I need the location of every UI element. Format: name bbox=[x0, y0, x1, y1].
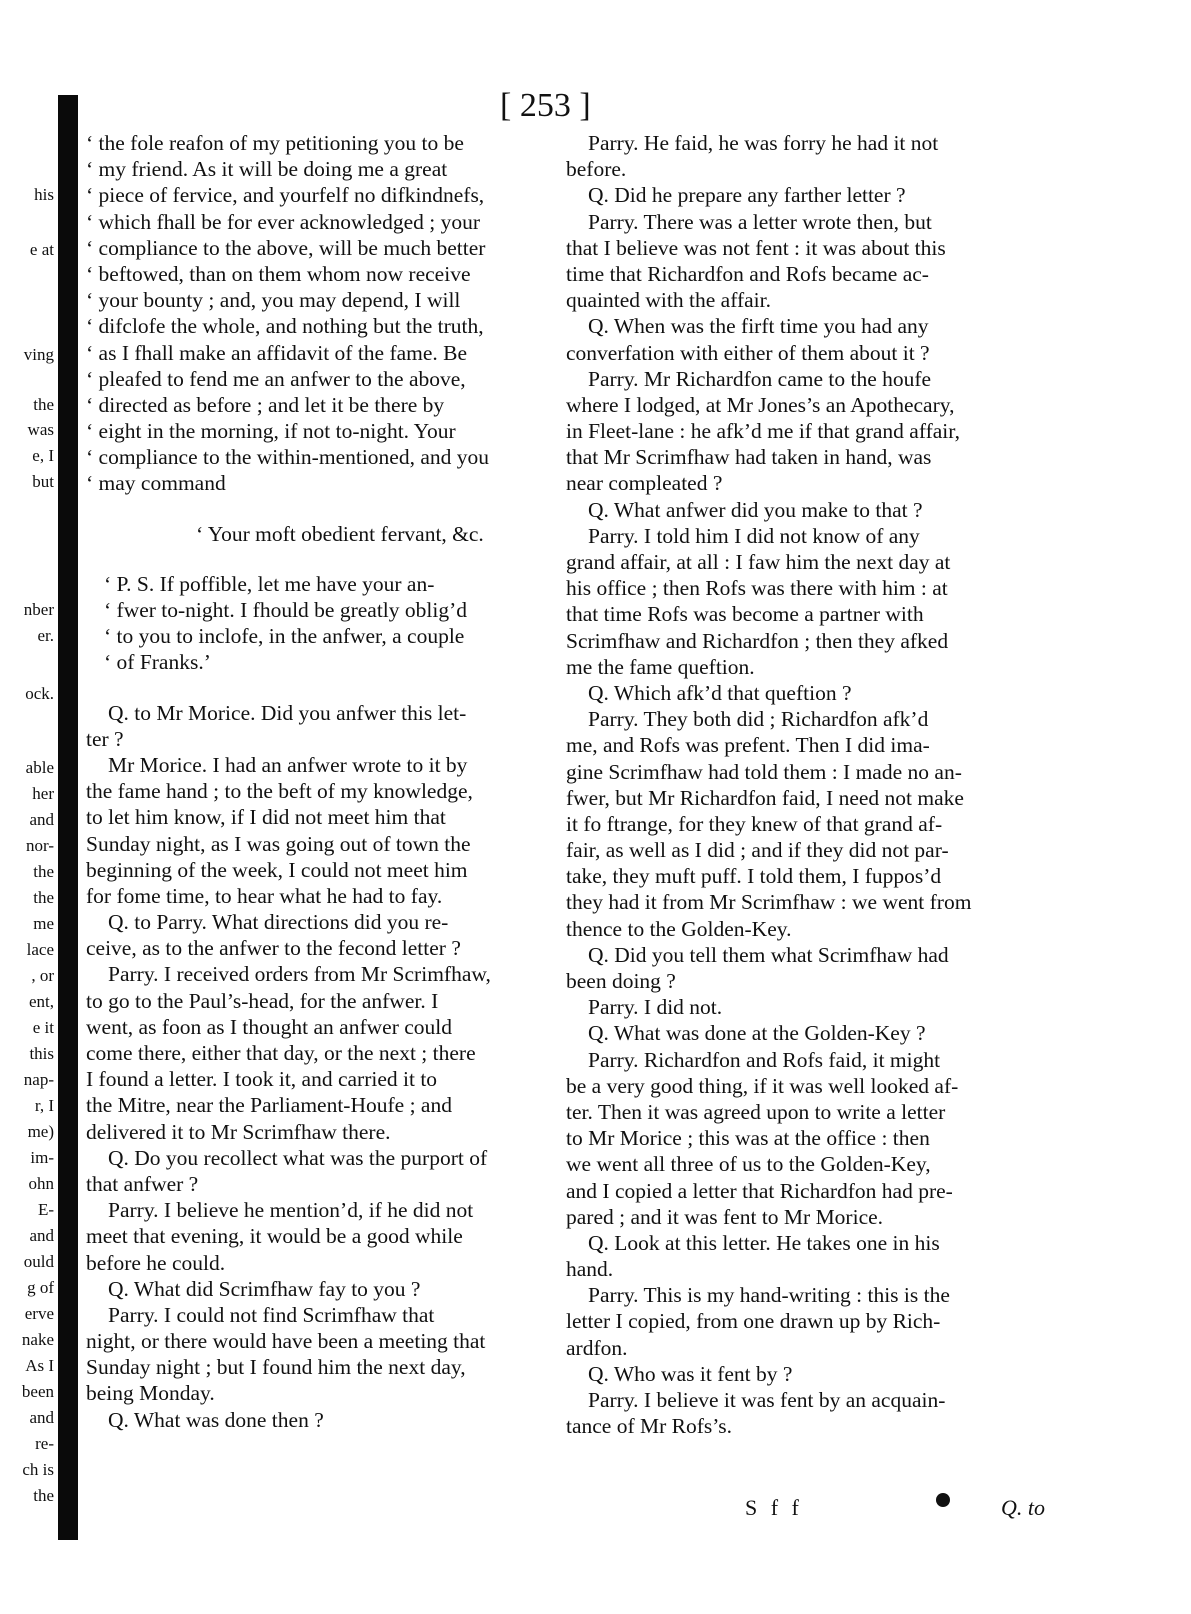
gutter-fragment: nber bbox=[23, 600, 54, 619]
gutter-fragment: e at bbox=[29, 240, 54, 259]
gutter-fragment: ould bbox=[23, 1252, 54, 1271]
text-line: the fame hand ; to the beft of my knowledge, bbox=[86, 779, 473, 804]
gutter-fragment: me) bbox=[27, 1122, 54, 1141]
text-line: Parry. They both did ; Richardfon afk’d bbox=[588, 707, 929, 732]
text-line: Parry. Mr Richardfon came to the houfe bbox=[588, 366, 932, 391]
text-line: near compleated ? bbox=[566, 471, 723, 496]
text-line: Parry. Richardfon and Rofs faid, it might bbox=[588, 1047, 941, 1072]
gutter-fragment: ving bbox=[23, 345, 54, 364]
text-line: pared ; and it was fent to Mr Morice. bbox=[566, 1204, 884, 1229]
text-line: Parry. He faid, he was forry he had it not bbox=[588, 131, 939, 155]
text-line: converfation with either of them about it ? bbox=[566, 340, 930, 365]
text-line: that time Rofs was become a partner with bbox=[566, 602, 924, 627]
text-line: Parry. This is my hand-writing : this is the bbox=[588, 1283, 950, 1308]
text-line: Q. Who was it fent by ? bbox=[588, 1361, 793, 1386]
gutter-fragment: the bbox=[33, 888, 54, 907]
text-line: ‘ directed as before ; and let it be there by bbox=[86, 392, 445, 417]
text-line: fwer, but Mr Richardfon faid, I need not make bbox=[566, 785, 964, 810]
text-line: ter ? bbox=[86, 726, 124, 751]
text-line: meet that evening, it would be a good while bbox=[86, 1224, 463, 1249]
text-line: that I believe was not fent : it was about this bbox=[566, 235, 946, 260]
text-line: Mr Morice. I had an anfwer wrote to it by bbox=[108, 752, 468, 777]
text-line: they had it from Mr Scrimfhaw : we went from bbox=[566, 890, 972, 915]
text-line: ‘ may command bbox=[86, 471, 226, 496]
text-line: Parry. I did not. bbox=[588, 995, 723, 1020]
gutter-fragment: , or bbox=[31, 966, 54, 985]
text-line: to Mr Morice ; this was at the office : then bbox=[566, 1126, 930, 1151]
text-line: ‘ P. S. If poffible, let me have your an- bbox=[104, 571, 435, 596]
text-line: I found a letter. I took it, and carried it to bbox=[86, 1067, 438, 1092]
text-line: ‘ fwer to-night. I fhould be greatly oblig’d bbox=[104, 598, 468, 622]
text-line: ‘ the fole reafon of my petitioning you to be bbox=[86, 131, 464, 155]
text-line: ‘ difclofe the whole, and nothing but the truth, bbox=[86, 314, 484, 339]
text-line: it fo ftrange, for they knew of that grand af- bbox=[566, 811, 943, 836]
text-line: Q. Look at this letter. He takes one in his bbox=[588, 1230, 940, 1255]
letter-closing: ‘ Your moft obedient fervant, &c. bbox=[196, 521, 484, 546]
text-line: ‘ of Franks.’ bbox=[104, 650, 211, 675]
gutter-fragment: lace bbox=[26, 940, 54, 959]
text-line: Sunday night, as I was going out of town the bbox=[86, 831, 471, 856]
page-number: [ 253 ] bbox=[500, 87, 591, 124]
facing-page-gutter-fragments bbox=[0, 0, 56, 1614]
text-line: before. bbox=[566, 157, 627, 182]
gutter-fragment: ohn bbox=[28, 1174, 54, 1193]
text-line: that anfwer ? bbox=[86, 1171, 199, 1196]
text-line: delivered it to Mr Scrimfhaw there. bbox=[86, 1119, 391, 1144]
text-line: Parry. I believe it was fent by an acquain- bbox=[588, 1388, 946, 1412]
gutter-fragment: e, I bbox=[32, 446, 54, 465]
gutter-fragment: been bbox=[21, 1382, 54, 1401]
postscript bbox=[86, 571, 548, 676]
text-line: ‘ compliance to the within-mentioned, and you bbox=[86, 445, 490, 470]
text-line: me, and Rofs was prefent. Then I did ima- bbox=[566, 733, 930, 758]
binding-shadow bbox=[58, 95, 78, 1540]
gutter-fragment: er. bbox=[37, 626, 54, 645]
text-line: ‘ as I fhall make an affidavit of the fame. Be bbox=[86, 340, 468, 365]
text-line: Q. What was done then ? bbox=[108, 1407, 324, 1432]
text-line: ceive, as to the anfwer to the fecond letter ? bbox=[86, 936, 461, 961]
text-line: where I lodged, at Mr Jones’s an Apothecary, bbox=[566, 392, 955, 417]
gutter-fragment: was bbox=[27, 420, 54, 439]
spacer bbox=[86, 497, 548, 521]
text-line: Q. Do you recollect what was the purport of bbox=[108, 1145, 488, 1170]
gutter-fragment: im- bbox=[30, 1148, 54, 1167]
text-line: that Mr Scrimfhaw had taken in hand, was bbox=[566, 445, 932, 470]
text-line: the Mitre, near the Parliament-Houfe ; and bbox=[86, 1093, 452, 1118]
text-line: ‘ piece of fervice, and yourfelf no difkindnefs, bbox=[86, 183, 485, 208]
gutter-fragment: me bbox=[33, 914, 54, 933]
text-line: Q. to Mr Morice. Did you anfwer this let- bbox=[108, 700, 467, 725]
text-line: letter I copied, from one drawn up by Rich- bbox=[566, 1309, 941, 1334]
letter-text bbox=[86, 130, 548, 497]
text-line: ‘ beftowed, than on them whom now receive bbox=[86, 261, 471, 286]
text-line: ‘ my friend. As it will be doing me a great bbox=[86, 157, 448, 182]
text-line: to go to the Paul’s-head, for the anfwer. I bbox=[86, 988, 439, 1013]
text-line: went, as foon as I thought an anfwer could bbox=[86, 1014, 452, 1039]
right-column bbox=[566, 130, 1050, 1439]
text-line: be a very good thing, if it was well looked af- bbox=[566, 1073, 959, 1098]
text-line: Q. When was the firft time you had any bbox=[588, 314, 929, 339]
text-line: ‘ eight in the morning, if not to-night. Your bbox=[86, 419, 456, 444]
text-line: Parry. There was a letter wrote then, but bbox=[588, 209, 932, 234]
text-line: ‘ compliance to the above, will be much better bbox=[86, 235, 486, 260]
gutter-fragment: As I bbox=[25, 1356, 54, 1375]
gutter-fragment: r, I bbox=[34, 1096, 54, 1115]
text-line: ter. Then it was agreed upon to write a letter bbox=[566, 1099, 946, 1124]
text-line: ‘ to you to inclofe, in the anfwer, a couple bbox=[104, 624, 465, 649]
text-line: hand. bbox=[566, 1257, 614, 1282]
signature-mark: S f f bbox=[745, 1495, 803, 1520]
text-line: Q. What anfwer did you make to that ? bbox=[588, 497, 923, 522]
text-line: Q. What did Scrimfhaw fay to you ? bbox=[108, 1276, 421, 1301]
gutter-fragment: nake bbox=[21, 1330, 54, 1349]
gutter-fragment: and bbox=[29, 1226, 54, 1245]
gutter-fragment: nap- bbox=[23, 1070, 54, 1089]
gutter-fragment: E- bbox=[37, 1200, 54, 1219]
gutter-fragment: the bbox=[33, 1486, 54, 1505]
text-line: Q. Which afk’d that queftion ? bbox=[588, 680, 852, 705]
left-column bbox=[86, 130, 548, 1433]
gutter-fragment: g of bbox=[27, 1278, 54, 1297]
text-line: to let him know, if I did not meet him that bbox=[86, 805, 446, 830]
text-line: Q. Did he prepare any farther letter ? bbox=[588, 183, 906, 208]
gutter-fragment: her bbox=[32, 784, 54, 803]
text-line: take, they muft puff. I told them, I fuppos’d bbox=[566, 864, 942, 889]
text-line: ‘ your bounty ; and, you may depend, I will bbox=[86, 288, 461, 313]
gutter-fragment: and bbox=[29, 810, 54, 829]
gutter-fragment: erve bbox=[24, 1304, 54, 1323]
text-line: thence to the Golden-Key. bbox=[566, 916, 792, 941]
text-line: time that Richardfon and Rofs became ac- bbox=[566, 261, 929, 286]
text-line: me the fame queftion. bbox=[566, 654, 755, 679]
text-line: his office ; then Rofs was there with him : at bbox=[566, 576, 948, 601]
text-line: in Fleet-lane : he afk’d me if that grand affair, bbox=[566, 419, 960, 444]
text-line: quainted with the affair. bbox=[566, 288, 771, 313]
text-line: and I copied a letter that Richardfon had pre- bbox=[566, 1178, 953, 1203]
text-line: beginning of the week, I could not meet him bbox=[86, 857, 468, 882]
gutter-fragment: able bbox=[25, 758, 54, 777]
text-line: for fome time, to hear what he had to fay. bbox=[86, 883, 443, 908]
gutter-fragment: the bbox=[33, 395, 54, 414]
text-line: grand affair, at all : I faw him the next day at bbox=[566, 550, 951, 574]
spacer bbox=[86, 547, 548, 571]
left-testimony bbox=[86, 700, 548, 1433]
text-line: tance of Mr Rofs’s. bbox=[566, 1414, 732, 1439]
gutter-fragment: ent, bbox=[28, 992, 54, 1011]
ink-blot bbox=[936, 1493, 950, 1507]
text-line: night, or there would have been a meeting that bbox=[86, 1329, 486, 1354]
right-testimony bbox=[566, 130, 1050, 1439]
text-line: Q. to Parry. What directions did you re- bbox=[108, 910, 449, 935]
gutter-fragment: this bbox=[29, 1044, 54, 1063]
text-line: before he could. bbox=[86, 1250, 226, 1275]
gutter-fragment: but bbox=[32, 472, 54, 491]
text-line: Parry. I received orders from Mr Scrimfhaw, bbox=[108, 962, 491, 987]
text-line: ‘ which fhall be for ever acknowledged ; your bbox=[86, 209, 481, 234]
gutter-fragment: nor- bbox=[26, 836, 54, 855]
gutter-fragment: re- bbox=[35, 1434, 54, 1453]
gutter-fragment: e it bbox=[32, 1018, 54, 1037]
text-line: Q. Did you tell them what Scrimfhaw had bbox=[588, 942, 949, 967]
text-line: Scrimfhaw and Richardfon ; then they afked bbox=[566, 628, 949, 653]
text-line: we went all three of us to the Golden-Key, bbox=[566, 1152, 931, 1177]
text-line: come there, either that day, or the next ; there bbox=[86, 1041, 476, 1065]
text-line: gine Scrimfhaw had told them : I made no an- bbox=[566, 759, 962, 784]
catchword: Q. to bbox=[1001, 1495, 1045, 1520]
text-line: Parry. I could not find Scrimfhaw that bbox=[108, 1302, 435, 1327]
text-line: Parry. I told him I did not know of any bbox=[588, 523, 920, 548]
gutter-fragment: and bbox=[29, 1408, 54, 1427]
text-line: Q. What was done at the Golden-Key ? bbox=[588, 1021, 926, 1046]
gutter-fragment: the bbox=[33, 862, 54, 881]
text-line: ardfon. bbox=[566, 1335, 628, 1360]
text-line: been doing ? bbox=[566, 969, 676, 993]
text-line: ‘ pleafed to fend me an anfwer to the above, bbox=[86, 366, 466, 391]
text-line: Sunday night ; but I found him the next day, bbox=[86, 1355, 466, 1380]
gutter-fragment: ch is bbox=[22, 1460, 54, 1479]
text-line: fair, as well as I did ; and if they did not par- bbox=[566, 838, 949, 863]
gutter-fragment: ock. bbox=[25, 684, 54, 703]
text-line: Parry. I believe he mention’d, if he did not bbox=[108, 1198, 474, 1223]
spacer bbox=[86, 676, 548, 700]
gutter-fragment: his bbox=[34, 185, 54, 204]
text-line: being Monday. bbox=[86, 1381, 215, 1406]
